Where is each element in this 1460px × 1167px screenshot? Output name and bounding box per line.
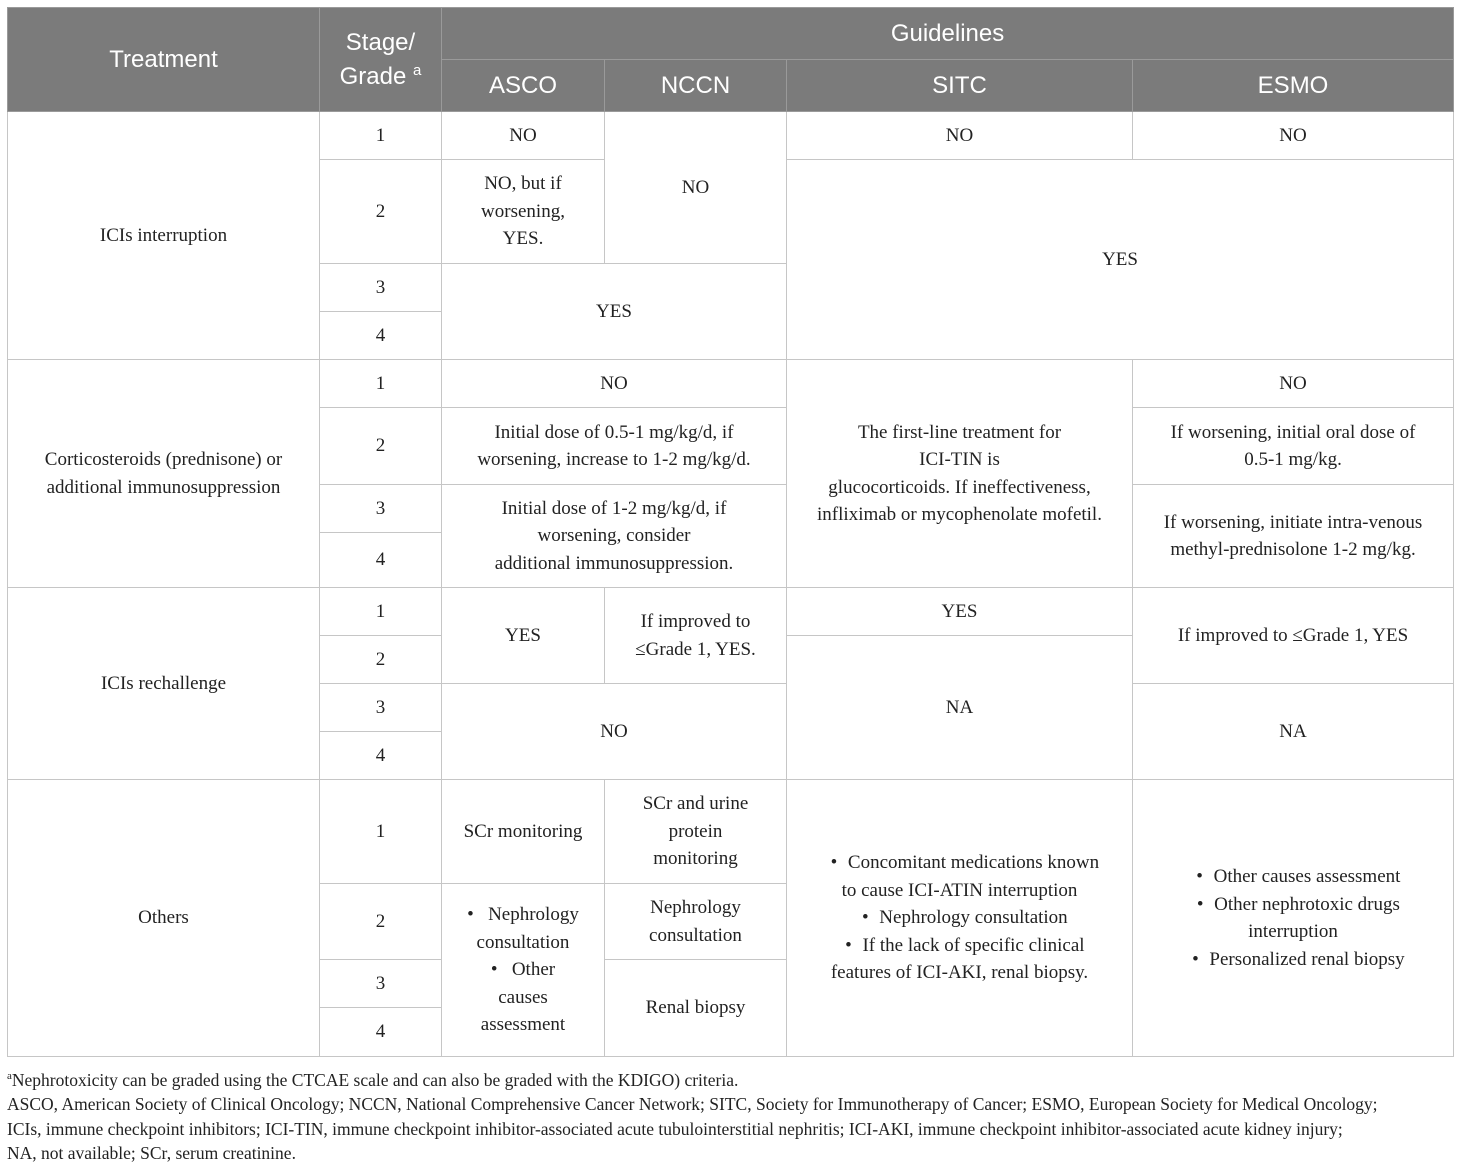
others-esmo (1133, 780, 1454, 1057)
others-nccn-g34: Renal biopsy (605, 960, 787, 1057)
rechallenge-nccn-g12: If improved to ≤Grade 1, YES. (605, 588, 787, 684)
footnote-a: $^a$Nephrotoxicity can be graded using the CTCAE scale and can also be graded with the KDIGO) criteria. (7, 1069, 739, 1090)
rechallenge-esmo-g34: NA (1133, 684, 1454, 780)
list-item: • Personalized renal biopsy (1192, 948, 1405, 970)
interruption-sitc-esmo-g24: YES (787, 160, 1454, 360)
list-item: • Concomitant medications known to cause ICI-ATIN interruption (830, 852, 1100, 901)
grade-cell: 2 (320, 884, 442, 960)
rechallenge-asco-g12: YES (442, 588, 605, 684)
grade-cell: 4 (320, 312, 442, 360)
grade-cell: 1 (320, 588, 442, 636)
grade-cell: 3 (320, 264, 442, 312)
header-guidelines: Guidelines (442, 8, 1454, 60)
header-esmo: ESMO (1133, 60, 1454, 112)
rechallenge-esmo-g12: If improved to ≤Grade 1, YES (1133, 588, 1454, 684)
footnote-abbr-3: NA, not available; SCr, serum creatinine. (7, 1143, 296, 1164)
header-treatment: Treatment (8, 8, 320, 112)
others-nccn-g2: Nephrology consultation (605, 884, 787, 960)
list-item: • Other nephrotoxic drugs interruption (1196, 893, 1400, 942)
rechallenge-asco-nccn-g34: NO (442, 684, 787, 780)
list-item: • If the lack of specific clinical features of ICI-AKI, renal biopsy. (830, 934, 1089, 984)
interruption-sitc-g1: NO (787, 112, 1133, 160)
grade-cell: 2 (320, 408, 442, 485)
cortico-esmo-g2: If worsening, initial oral dose of 0.5-1 mg/kg. (1133, 408, 1454, 485)
rechallenge-sitc-g24: NA (787, 636, 1133, 780)
interruption-asco-g2: NO, but if worsening, YES. (442, 160, 605, 264)
cortico-asco-nccn-g1: NO (442, 360, 787, 408)
others-asco-g24: • Nephrology consultation • Other causes assessment (442, 884, 605, 1057)
cortico-esmo-g34: If worsening, initiate intra-venous methyl-prednisolone 1-2 mg/kg. (1133, 485, 1454, 588)
grade-cell: 3 (320, 960, 442, 1008)
others-nccn-g1: SCr and urine protein monitoring (605, 780, 787, 884)
table-footnotes (7, 1064, 1457, 1166)
cortico-asco-nccn-g2: Initial dose of 0.5-1 mg/kg/d, if worsening, increase to 1-2 mg/kg/d. (442, 408, 787, 485)
interruption-esmo-g1: NO (1133, 112, 1454, 160)
header-stage-grade: Stage/ Grade $^a$ (320, 8, 442, 112)
list-item: • Nephrology consultation (861, 907, 1068, 929)
cortico-esmo-g1: NO (1133, 360, 1454, 408)
others-asco-g1: SCr monitoring (442, 780, 605, 884)
grade-cell: 4 (320, 1008, 442, 1057)
grade-cell: 2 (320, 160, 442, 264)
grade-cell: 4 (320, 533, 442, 588)
treatment-others: Others (8, 780, 320, 1057)
footnote-marker: a (413, 61, 422, 79)
cortico-asco-nccn-g34: Initial dose of 1-2 mg/kg/d, if worsening, consider additional immunosuppression. (442, 485, 787, 588)
interruption-nccn-g12: NO (605, 112, 787, 264)
list-item: • Nephrology (467, 904, 579, 926)
grade-cell: 2 (320, 636, 442, 684)
list-item: • Other (490, 959, 556, 981)
guidelines-table (7, 7, 1454, 1057)
header-nccn: NCCN (605, 60, 787, 112)
grade-cell: 3 (320, 684, 442, 732)
treatment-ici-rechallenge: ICIs rechallenge (8, 588, 320, 780)
footnote-abbr-1: ASCO, American Society of Clinical Oncology; NCCN, National Comprehensive Cancer Network; SITC, Society for Immunotherapy of Cancer; ESMO, European Society for Medical Oncology; (7, 1094, 1378, 1115)
header-asco: ASCO (442, 60, 605, 112)
treatment-corticosteroids: Corticosteroids (prednisone) or additional immunosuppression (8, 360, 320, 588)
header-sitc: SITC (787, 60, 1133, 112)
grade-cell: 1 (320, 360, 442, 408)
cortico-sitc: The first-line treatment for ICI-TIN is glucocorticoids. If ineffectiveness, infliximab or mycophenolate mofetil. (787, 360, 1133, 588)
treatment-ici-interruption: ICIs interruption (8, 112, 320, 360)
grade-cell: 3 (320, 485, 442, 533)
interruption-asco-g1: NO (442, 112, 605, 160)
interruption-asco-nccn-g34: YES (442, 264, 787, 360)
grade-cell: 1 (320, 780, 442, 884)
grade-cell: 1 (320, 112, 442, 160)
list-item: • Other causes assessment (1196, 866, 1401, 887)
footnote-abbr-2: ICIs, immune checkpoint inhibitors; ICI-TIN, immune checkpoint inhibitor-associated acute tubulointerstitial nephritis; ICI-AKI, immune checkpoint inhibitor-associated acute kidney injury; (7, 1118, 1343, 1139)
grade-cell: 4 (320, 732, 442, 780)
rechallenge-sitc-g1: YES (787, 588, 1133, 636)
others-sitc (787, 780, 1133, 1057)
